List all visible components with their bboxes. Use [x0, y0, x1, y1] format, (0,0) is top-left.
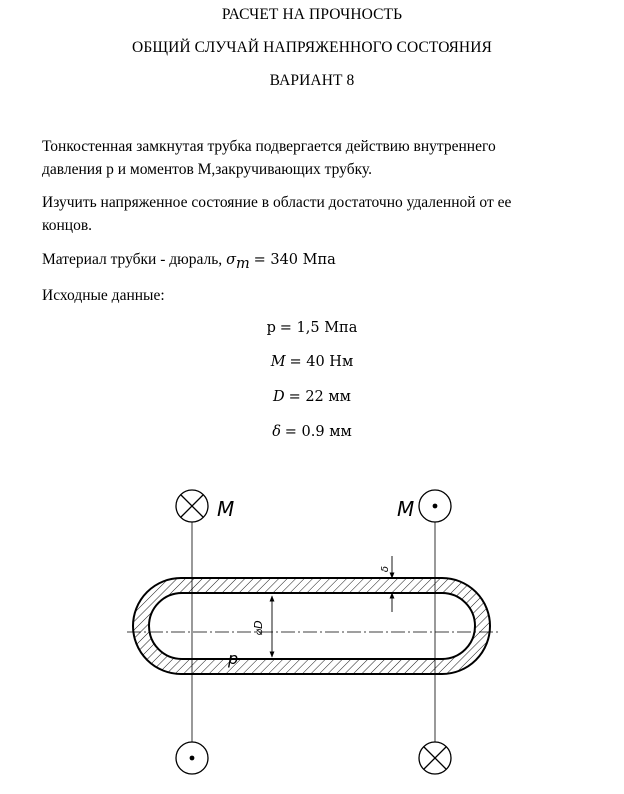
title-line-2: ОБЩИЙ СЛУЧАЙ НАПРЯЖЕННОГО СОСТОЯНИЯ [132, 39, 492, 56]
diameter-label: ⌀D [252, 620, 265, 636]
p-symbol: p [266, 320, 276, 336]
paragraph-2-line-2: концов. [42, 217, 93, 234]
variant-title: ВАРИАНТ 8 [269, 72, 355, 89]
material-prefix: Материал трубки - дюраль, [42, 251, 223, 268]
cross-circle-icon [419, 742, 451, 774]
m-symbol: M [270, 354, 286, 370]
delta-symbol: δ [272, 424, 281, 440]
paragraph-1-line-2: давления p и моментов M,закручивающих трубку. [42, 161, 372, 178]
initial-data-label: Исходные данные: [42, 287, 165, 304]
paragraph-1-line-1: Тонкостенная замкнутая трубка подвергается действию внутреннего [42, 138, 496, 155]
moment-label-right: M [397, 497, 415, 521]
dot-circle-icon [419, 490, 451, 522]
pressure-label: p [228, 649, 239, 668]
material-value: = 340 Мпа [253, 252, 336, 268]
moment-label-left: M [217, 497, 235, 521]
d-value: = 22 мм [288, 389, 351, 405]
tube-wall [133, 578, 490, 674]
d-symbol: D [273, 389, 285, 405]
p-value: = 1,5 Мпа [279, 320, 358, 336]
sigma-symbol: σ [226, 252, 236, 268]
paragraph-2-line-1: Изучить напряженное состояние в области достаточно удаленной от ее [42, 194, 512, 211]
delta-value: = 0.9 мм [284, 424, 352, 440]
title-line-1: РАСЧЕТ НА ПРОЧНОСТЬ [221, 6, 403, 23]
cross-circle-icon [176, 490, 208, 522]
sigma-subscript: m [235, 256, 250, 273]
m-value: = 40 Нм [289, 354, 354, 370]
dot-circle-icon [176, 742, 208, 774]
thickness-label: δ [380, 565, 391, 573]
